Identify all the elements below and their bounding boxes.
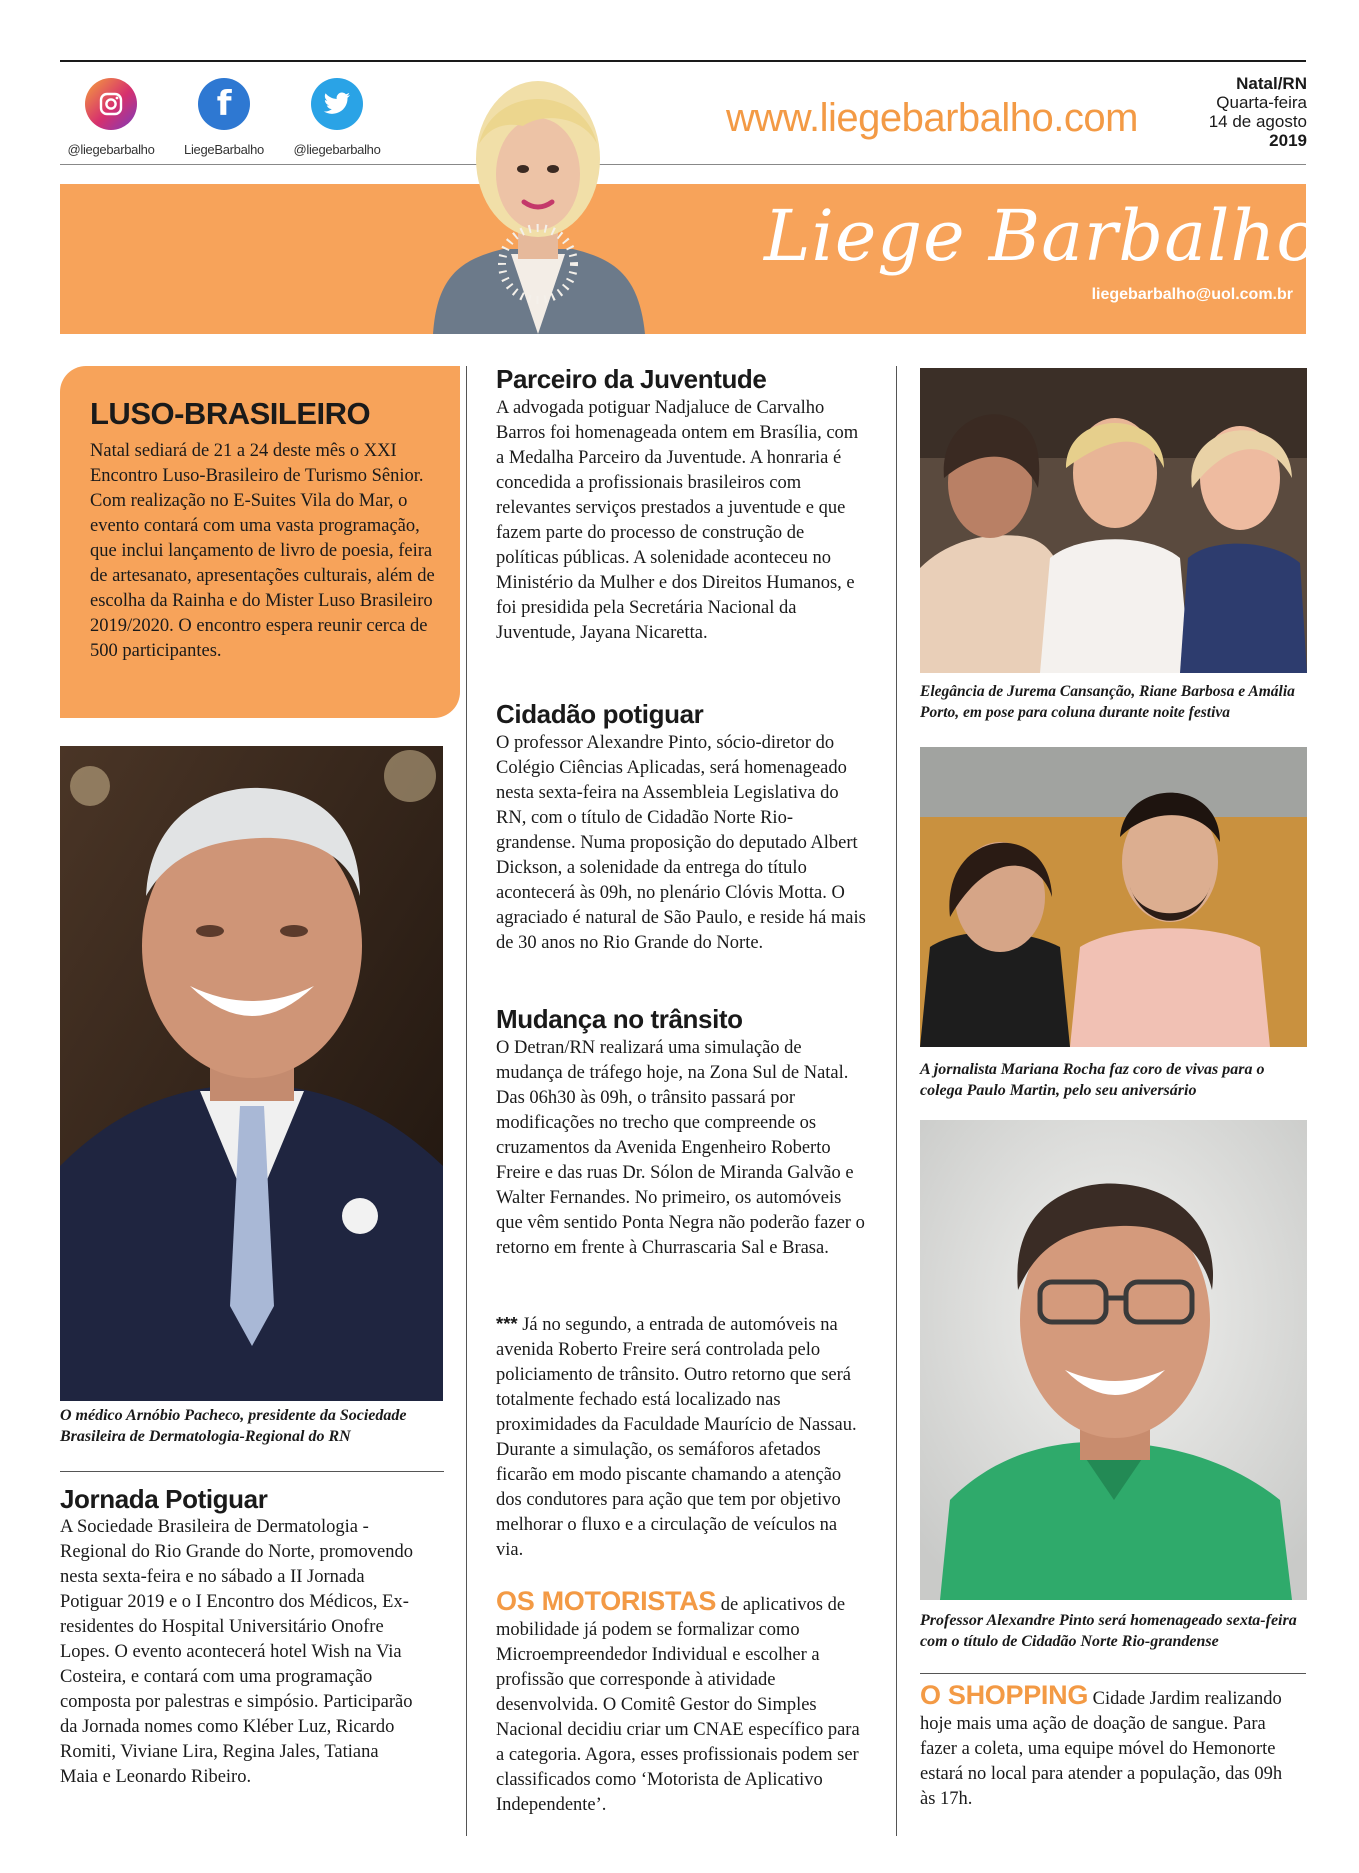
facebook-link[interactable] xyxy=(169,78,279,157)
year: 2019 xyxy=(1269,131,1307,150)
photo1-caption: O médico Arnóbio Pacheco, presidente da Sociedade Brasileira de Dermatologia-Regional do RN xyxy=(60,1407,407,1445)
shopping-lead: O SHOPPING xyxy=(920,1680,1089,1710)
instagram-link[interactable] xyxy=(56,78,166,157)
facebook-icon: f xyxy=(198,78,250,130)
motoristas-body: de aplicativos de mobilidade já podem se formalizar como Microempreendedor Individual e escolher a profissão que corresponde à atividade desenvolvida. O Comitê Gestor do Simples Nacional decidiu criar um CNAE específico para a categoria. Agora, esses profissionais podem ser classificados como ‘Motorista de Aplicativo Independente’. xyxy=(496,1595,860,1815)
shopping-text xyxy=(920,1680,1300,1812)
city: Natal/RN xyxy=(1236,74,1307,93)
luso-brasileiro-box xyxy=(60,366,460,718)
columnist-portrait xyxy=(423,64,653,334)
parceiro-title: Parceiro da Juventude xyxy=(496,364,767,394)
column-divider-2 xyxy=(896,366,897,1836)
luso-title: LUSO-BRASILEIRO xyxy=(90,396,371,431)
photo2-caption: Elegância de Jurema Cansanção, Riane Barbosa e Amália Porto, em pose para coluna durante noite festiva xyxy=(920,683,1295,721)
date-block xyxy=(1209,74,1307,150)
site-url[interactable]: www.liegebarbalho.com xyxy=(726,96,1138,140)
mudanca-title: Mudança no trânsito xyxy=(496,1004,743,1034)
twitter-icon xyxy=(311,78,363,130)
instagram-icon xyxy=(85,78,137,130)
photo-alexandre-pinto xyxy=(920,1120,1307,1600)
photo-mariana-paulo xyxy=(920,747,1307,1047)
cidadao-text: O professor Alexandre Pinto, sócio-diretor do Colégio Ciências Aplicadas, será homenageado nesta sexta-feira na Assembleia Legislativa do RN, com o título de Cidadão Norte Rio-grandense. Numa proposição do deputado Albert Dickson, a solenidade da entrega do título acontecerá às 09h, no plenário Clóvis Motta. O agraciado é natural de São Paulo, e reside há mais de 30 anos no Rio Grande do Norte. xyxy=(496,733,866,953)
col1-rule xyxy=(60,1471,444,1472)
twitter-link[interactable] xyxy=(282,78,392,157)
columnist-email[interactable]: liegebarbalho@uol.com.br xyxy=(1091,286,1293,303)
top-rule xyxy=(60,60,1306,62)
parceiro-text: A advogada potiguar Nadjaluce de Carvalho Barros foi homenageada ontem em Brasília, com a Medalha Parceiro da Juventude. A honraria é concedida a profissionais brasileiros com relevantes serviços prestados a juventude e que fazem parte do processo de construção de políticas públicas. A solenidade aconteceu no Ministério da Mulher e dos Direitos Humanos, e foi presidida pela Secretária Nacional da Juventude, Jayana Nicaretta. xyxy=(496,398,859,643)
photo3-caption: A jornalista Mariana Rocha faz coro de vivas para o colega Paulo Martin, pelo seu aniversário xyxy=(920,1061,1265,1099)
photo4-caption: Professor Alexandre Pinto será homenageado sexta-feira com o título de Cidadão Norte Rio-grandense xyxy=(920,1612,1297,1650)
mudanca-text: O Detran/RN realizará uma simulação de mudança de tráfego hoje, na Zona Sul de Natal. Das 06h30 às 09h, o trânsito passará por modificações no trecho que compreende os cruzamentos da Avenida Engenheiro Roberto Freire e das ruas Dr. Sólon de Miranda Galvão e Walter Fernandes. No primeiro, os automóveis que vêm sentido Ponta Negra não poderão fazer o retorno em frente à Churrascaria Sal e Brasa. xyxy=(496,1038,865,1258)
columnist-name: Liege Barbalho xyxy=(764,195,1320,277)
jornada-text: A Sociedade Brasileira de Dermatologia - Regional do Rio Grande do Norte, promovendo nesta sexta-feira e no sábado a II Jornada Potiguar 2019 e o I Encontro dos Médicos, Ex-residentes do Hospital Universitário Onofre Lopes. O evento acontecerá hotel Wish na Via Costeira, e contará com uma programação composta por palestras e simpósio. Participarão da Jornada nomes como Kléber Luz, Ricardo Romiti, Viviane Lira, Regina Jales, Tatiana Maia e Leonardo Ribeiro. xyxy=(60,1517,413,1787)
twitter-handle: @liegebarbalho xyxy=(293,142,381,157)
mudanca-text2-body: Já no segundo, a entrada de automóveis na avenida Roberto Freire será controlada pelo policiamento de trânsito. Outro retorno que será totalmente fechado está localizado nas proximidades da Faculdade Maurício de Nassau. Durante a simulação, os semáforos afetados ficarão em modo piscante chamando a atenção dos condutores para ação que tem por objetivo melhorar o fluxo e a circulação de veículos na via. xyxy=(496,1315,857,1560)
date: 14 de agosto xyxy=(1208,112,1307,131)
mudanca-text2 xyxy=(496,1311,866,1563)
mudanca-stars: *** xyxy=(496,1313,518,1334)
photo-three-women xyxy=(920,368,1307,673)
shopping-body: Cidade Jardim realizando hoje mais uma ação de doação de sangue. Para fazer a coleta, uma equipe móvel do Hemonorte estará no local para atender a população, das 09h às 17h. xyxy=(920,1689,1283,1809)
instagram-handle: @liegebarbalho xyxy=(67,142,155,157)
photo-arnobio-pacheco xyxy=(60,746,443,1401)
motoristas-lead: OS MOTORISTAS xyxy=(496,1586,717,1616)
column-divider-1 xyxy=(466,366,467,1836)
motoristas-text xyxy=(496,1586,866,1818)
weekday: Quarta-feira xyxy=(1216,93,1307,112)
facebook-handle: LiegeBarbalho xyxy=(184,142,264,157)
luso-text: Natal sediará de 21 a 24 deste mês o XXI Encontro Luso-Brasileiro de Turismo Sênior. Com realização no E-Suites Vila do Mar, o evento contará com uma vasta programação, que inclui lançamento de livro de poesia, feira de artesanato, apresentações culturais, além de escolha da Rainha e do Mister Luso Brasileiro 2019/2020. O encontro espera reunir cerca de 500 participantes. xyxy=(90,441,435,661)
col3-rule xyxy=(920,1673,1306,1674)
header-rule xyxy=(60,164,1306,165)
jornada-title: Jornada Potiguar xyxy=(60,1484,268,1514)
cidadao-title: Cidadão potiguar xyxy=(496,699,704,729)
